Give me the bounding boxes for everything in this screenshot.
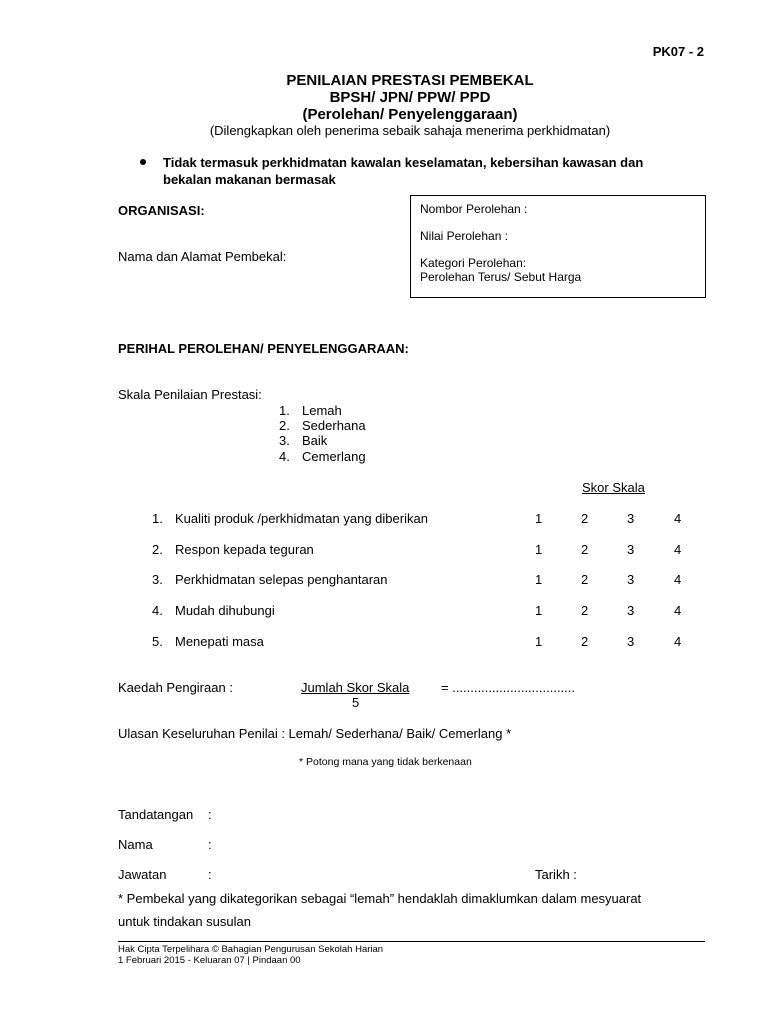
date-label: Tarikh : xyxy=(535,867,577,882)
score-option-1[interactable]: 1 xyxy=(535,511,543,526)
document-code: PK07 - 2 xyxy=(652,44,704,59)
strike-note: * Potong mana yang tidak berkenaan xyxy=(299,756,472,768)
scale-item-text: Lemah xyxy=(302,403,342,418)
score-option-3[interactable]: 3 xyxy=(627,603,635,618)
criteria-num: 4. xyxy=(152,603,163,618)
scale-item-num: 4. xyxy=(279,449,290,464)
criteria-text: Menepati masa xyxy=(175,634,264,649)
score-scale-header: Skor Skala xyxy=(582,480,645,495)
score-option-3[interactable]: 3 xyxy=(627,511,635,526)
exclusion-note-line-1: Tidak termasuk perkhidmatan kawalan keselamatan, kebersihan kawasan dan xyxy=(163,155,644,170)
score-option-4[interactable]: 4 xyxy=(674,572,682,587)
scale-item-text: Baik xyxy=(302,433,328,448)
title-line-3: (Perolehan/ Penyelenggaraan) xyxy=(302,106,518,123)
supplier-name-address-label: Nama dan Alamat Pembekal: xyxy=(118,249,287,264)
scale-item-text: Sederhana xyxy=(302,418,366,433)
criteria-num: 1. xyxy=(152,511,163,526)
exclusion-note-line-2: bekalan makanan bermasak xyxy=(163,172,336,187)
score-option-4[interactable]: 4 xyxy=(674,511,682,526)
scale-label: Skala Penilaian Prestasi: xyxy=(118,387,262,402)
title-line-1: PENILAIAN PRESTASI PEMBEKAL xyxy=(286,72,534,89)
procurement-category-label: Kategori Perolehan: xyxy=(420,256,527,270)
scale-item-num: 1. xyxy=(279,403,290,418)
criteria-num: 3. xyxy=(152,572,163,587)
procurement-number-label: Nombor Perolehan : xyxy=(420,202,528,216)
procurement-value-label: Nilai Perolehan : xyxy=(420,229,509,243)
scale-item-num: 2. xyxy=(279,418,290,433)
title-line-2: BPSH/ JPN/ PPW/ PPD xyxy=(329,89,491,106)
footer-divider xyxy=(118,941,705,942)
criteria-text: Kualiti produk /perkhidmatan yang diberikan xyxy=(175,511,428,526)
criteria-text: Mudah dihubungi xyxy=(175,603,275,618)
score-option-1[interactable]: 1 xyxy=(535,542,543,557)
name-label: Nama xyxy=(118,837,153,852)
score-option-4[interactable]: 4 xyxy=(674,542,682,557)
criteria-text: Respon kepada teguran xyxy=(175,542,314,557)
calculation-label: Kaedah Pengiraan : xyxy=(118,680,233,695)
calculation-result-field[interactable]: = .................................. xyxy=(441,680,576,695)
footer-edition: 1 Februari 2015 - Keluaran 07 | Pindaan 00 xyxy=(118,955,301,966)
organisasi-label: ORGANISASI: xyxy=(118,203,205,218)
calculation-numerator: Jumlah Skor Skala xyxy=(301,680,410,695)
signature-colon: : xyxy=(208,807,212,822)
perihal-heading: PERIHAL PEROLEHAN/ PENYELENGGARAAN: xyxy=(118,341,409,356)
score-option-1[interactable]: 1 xyxy=(535,634,543,649)
title-subtitle: (Dilengkapkan oleh penerima sebaik sahaja menerima perkhidmatan) xyxy=(209,123,611,138)
overall-review: Ulasan Keseluruhan Penilai : Lemah/ Sederhana/ Baik/ Cemerlang * xyxy=(118,726,512,741)
score-option-3[interactable]: 3 xyxy=(627,572,635,587)
procurement-category-value: Perolehan Terus/ Sebut Harga xyxy=(420,270,582,284)
criteria-num: 5. xyxy=(152,634,163,649)
scale-item-num: 3. xyxy=(279,433,290,448)
score-option-2[interactable]: 2 xyxy=(581,603,589,618)
criteria-num: 2. xyxy=(152,542,163,557)
procurement-info-box xyxy=(410,195,706,298)
score-option-2[interactable]: 2 xyxy=(581,511,589,526)
footnote-line-1: * Pembekal yang dikategorikan sebagai “lemah” hendaklah dimaklumkan dalam mesyuarat xyxy=(118,891,642,906)
score-option-4[interactable]: 4 xyxy=(674,603,682,618)
criteria-text: Perkhidmatan selepas penghantaran xyxy=(175,572,388,587)
score-option-2[interactable]: 2 xyxy=(581,542,589,557)
signature-label: Tandatangan xyxy=(118,807,194,822)
score-option-1[interactable]: 1 xyxy=(535,572,543,587)
name-colon: : xyxy=(208,837,212,852)
score-option-2[interactable]: 2 xyxy=(581,634,589,649)
footer-copyright: Hak Cipta Terpelihara © Bahagian Pengurusan Sekolah Harian xyxy=(118,944,384,955)
score-option-4[interactable]: 4 xyxy=(674,634,682,649)
scale-item-text: Cemerlang xyxy=(302,449,366,464)
score-option-3[interactable]: 3 xyxy=(627,542,635,557)
calculation-denominator: 5 xyxy=(352,695,360,710)
score-option-2[interactable]: 2 xyxy=(581,572,589,587)
footnote-line-2: untuk tindakan susulan xyxy=(118,914,251,929)
bullet-icon xyxy=(140,159,146,165)
score-option-1[interactable]: 1 xyxy=(535,603,543,618)
position-colon: : xyxy=(208,867,212,882)
position-label: Jawatan xyxy=(118,867,167,882)
score-option-3[interactable]: 3 xyxy=(627,634,635,649)
